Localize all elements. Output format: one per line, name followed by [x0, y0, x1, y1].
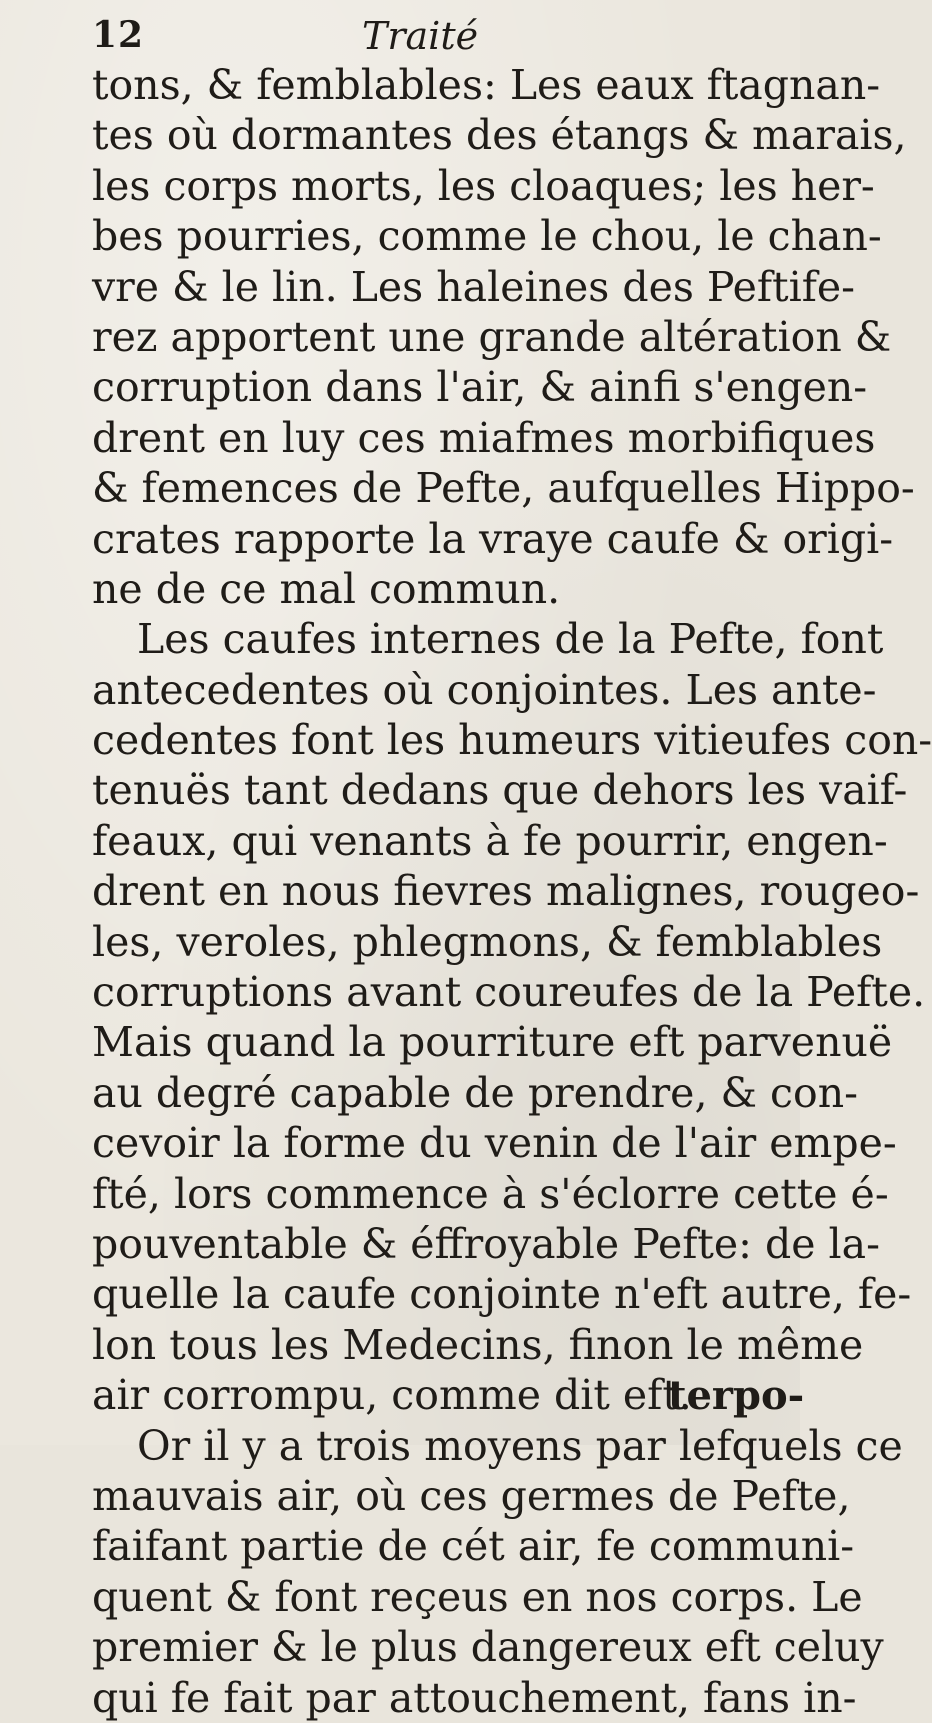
text-line: les corps morts, les cloaques; les her-: [92, 161, 875, 210]
text-line: cedentes font les humeurs vitieufes con-: [92, 716, 932, 765]
text-line: rez apportent une grande altération &: [92, 312, 892, 361]
text-line: vre & le lin. Les haleines des Peftife-: [92, 262, 855, 311]
text-line: corruptions avant coureufes de la Pefte.: [92, 968, 926, 1017]
text-line: drent en luy ces miafmes morbifiques: [92, 413, 876, 462]
text-line: crates rapporte la vraye caufe & origi-: [92, 514, 894, 563]
text-line: lon tous les Medecins, finon le même: [92, 1320, 864, 1369]
text-line: cevoir la forme du venin de l'air empe-: [92, 1119, 897, 1168]
text-line: fté, lors commence à s'éclorre cette é-: [92, 1169, 889, 1218]
running-title: Traité: [362, 14, 479, 58]
text-line: quent & font reçeus en nos corps. Le: [92, 1572, 863, 1621]
text-line: tons, & femblables: Les eaux ftagnan-: [92, 61, 881, 109]
text-line: air corrompu, comme dit eft.: [92, 1371, 692, 1420]
text-line: antecedentes où conjointes. Les ante-: [92, 665, 877, 714]
text-line: Mais quand la pourriture eft parvenuë: [92, 1018, 893, 1067]
text-line: premier & le plus dangereux eft celuy: [92, 1623, 884, 1672]
text-line: feaux, qui venants à fe pourrir, engen-: [92, 816, 888, 865]
catchword: terpo-: [668, 1372, 805, 1419]
text-line: quelle la caufe conjointe n'eft autre, fe-: [92, 1270, 912, 1319]
page-number: 12: [92, 14, 145, 56]
paragraph-start-line: Or il y a trois moyens par lefquels ce: [137, 1421, 903, 1470]
page-header: [0, 14, 800, 58]
text-line: qui fe fait par attouchement, fans in-: [92, 1673, 857, 1722]
paragraph-start-line: Les caufes internes de la Pefte, font: [137, 615, 884, 664]
text-line: faifant partie de cét air, fe communi-: [92, 1522, 855, 1571]
text-line: au degré capable de prendre, & con-: [92, 1068, 858, 1117]
body-text: [92, 60, 932, 1723]
text-line: ne de ce mal commun.: [92, 564, 561, 613]
text-line: corruption dans l'air, & ainfi s'engen-: [92, 363, 868, 412]
text-line: bes pourries, comme le chou, le chan-: [92, 212, 882, 261]
text-line: les, veroles, phlegmons, & femblables: [92, 917, 883, 966]
text-line: & femences de Pefte, aufquelles Hippo-: [92, 464, 915, 513]
text-line: tes où dormantes des étangs & marais,: [92, 111, 907, 160]
text-line: pouventable & éffroyable Pefte: de la-: [92, 1219, 880, 1268]
text-line: tenuës tant dedans que dehors les vaif-: [92, 766, 908, 815]
text-line: drent en nous fievres malignes, rougeo-: [92, 867, 920, 916]
text-line: mauvais air, où ces germes de Pefte,: [92, 1471, 851, 1520]
